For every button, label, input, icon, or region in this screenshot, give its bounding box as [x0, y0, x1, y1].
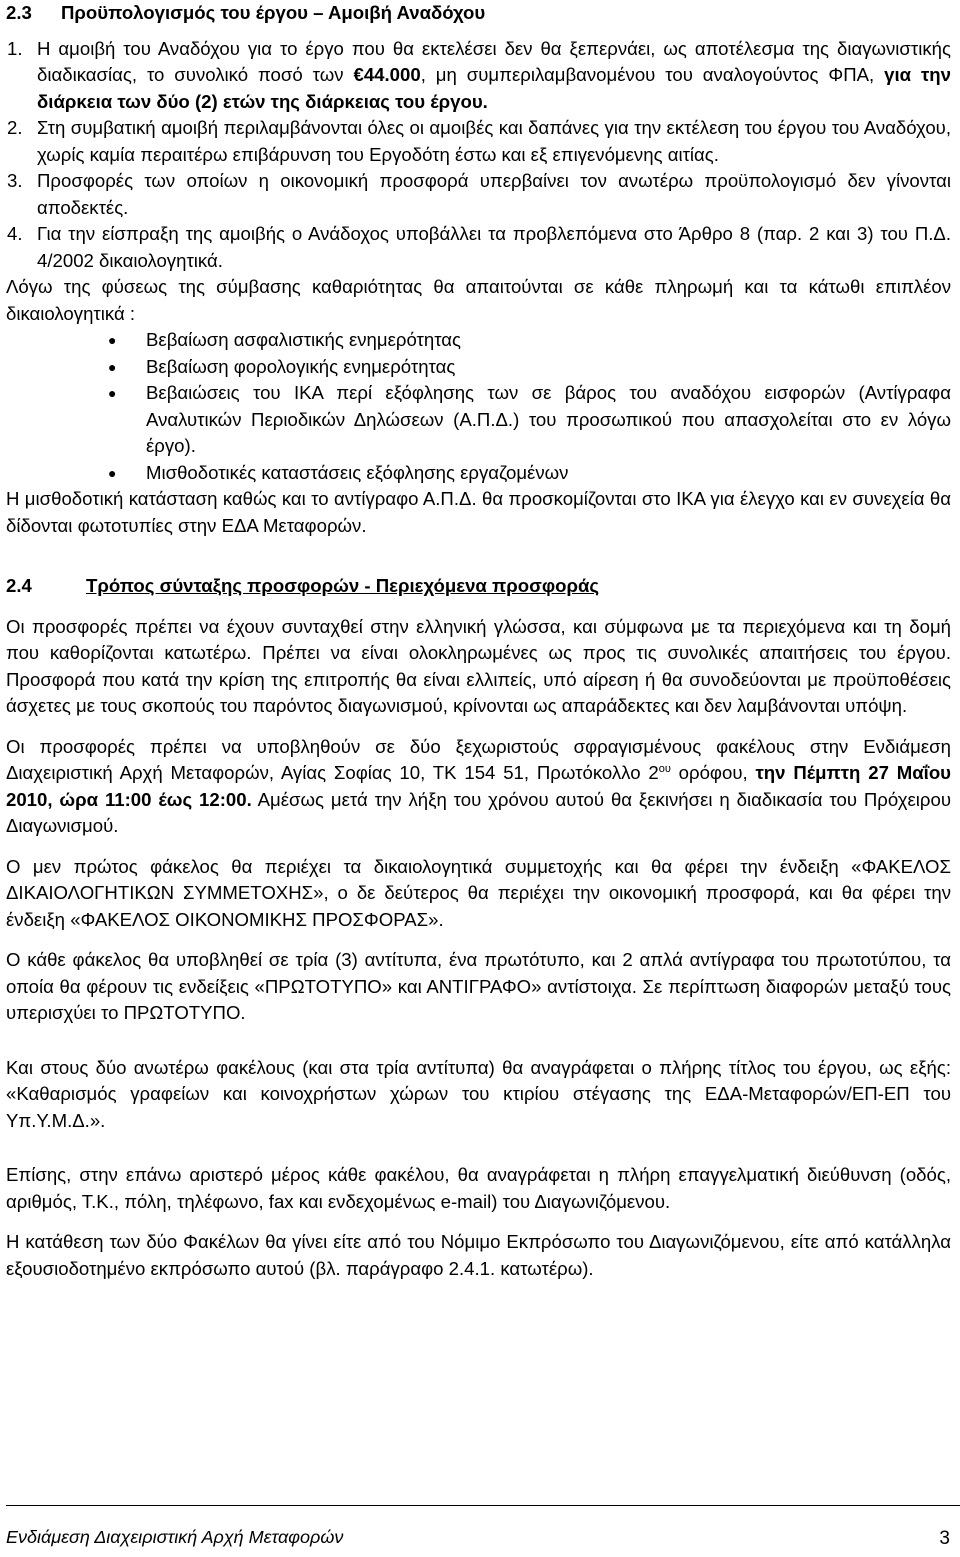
page-footer [6, 1505, 960, 1551]
bullet-list [6, 327, 951, 486]
bullet-item: ● Μισθοδοτικές καταστάσεις εξόφλησης εργαζομένων [6, 460, 951, 487]
item-text: Για την είσπραξη της αμοιβής ο Ανάδοχος υποβάλλει τα προβλεπόμενα στο Άρθρο 8 (παρ. 2 και 3) του Π.Δ. 4/2002 δικαιολογητικά. [37, 223, 951, 271]
paragraph-4: Ο κάθε φάκελος θα υποβληθεί σε τρία (3) αντίτυπα, ένα πρωτότυπο, και 2 απλά αντίγραφα του πρωτοτύπου, τα οποία θα φέρουν τις ενδείξεις «ΠΡΩΤΟΤΥΠΟ» και ΑΝΤΙΓΡΑΦΟ» αντίστοιχα. Σε περίπτωση διαφορών μεταξύ τους υπερισχύει το ΠΡΩΤΟΤΥΠΟ. [6, 949, 951, 1023]
item-number: 3. [7, 170, 23, 191]
spacer [6, 720, 951, 734]
spacer [6, 840, 951, 854]
spacer [6, 1215, 951, 1229]
bullet-icon: ● [108, 385, 117, 401]
amount: €44.000 [353, 64, 421, 85]
bullet-item: ● Βεβαίωση ασφαλιστικής ενημερότητας [6, 327, 951, 354]
section-number: 2.4 [6, 575, 32, 596]
bullet-item: ● Βεβαιώσεις του ΙΚΑ περί εξόφλησης των σε βάρος του αναδόχου εισφορών (Αντίγραφα Αναλυτικών Περιοδικών Δηλώσεων (Α.Π.Δ.) του προσωπικού που απασχολείται στο εν λόγω έργο). [6, 380, 951, 460]
list-item-2 [6, 115, 951, 168]
deadline: την Πέμπτη 27 Μαΐου 2010, ώρα 11:00 έως 12:00. [6, 762, 952, 810]
duration: για την διάρκεια των δύο (2) ετών της διάρκειας του έργου. [37, 64, 951, 112]
list-item-4 [6, 221, 951, 274]
item-number: 1. [7, 37, 23, 59]
spacer [6, 933, 951, 947]
paragraph-7: Η κατάθεση των δύο Φακέλων θα γίνει είτε από του Νόμιμο Εκπρόσωπο του Διαγωνιζόμενου, είτε από κατάλληλα εξουσιοδοτημένο εκπρόσωπο αυτού (βλ. παράγραφο 2.4.1. κατωτέρω). [6, 1231, 951, 1279]
section-heading-2-3 [6, 0, 951, 27]
footer-organization: Ενδιάμεση Διαχειριστική Αρχή Μεταφορών [6, 1527, 344, 1547]
section-heading-2-4 [6, 573, 951, 600]
paragraph-6: Επίσης, στην επάνω αριστερό μέρος κάθε φακέλου, θα αναγράφεται η πλήρη επαγγελματική διεύθυνση (οδός, αριθμός, Τ.Κ., πόλη, τηλέφωνο, fax και ενδεχομένως e-mail) του Διαγωνιζόμενου. [6, 1164, 951, 1212]
bullet-icon: ● [108, 358, 117, 375]
spacer [6, 600, 951, 614]
list-item-1 [6, 36, 951, 116]
paragraph-1: Οι προσφορές πρέπει να έχουν συνταχθεί στην ελληνική γλώσσα, και σύμφωνα με τα περιεχόμενα και τη δομή που καθορίζονται κατωτέρω. Πρέπει να είναι ολοκληρωμένες ως προς τις συνολικές απαιτήσεις του έργου. Προσφορά που κατά την κρίση της επιτροπής θα είναι ελλιπείς, υπό αίρεση ή θα συνοδεύονται με προϋποθέσεις άσχετες με τους σκοπούς του παρόντος διαγωνισμού, κρίνονται ως απαράδεκτες και δεν λαμβάνονται υπόψη. [6, 615, 951, 716]
spacer [6, 1134, 951, 1162]
section-title: Τρόπος σύνταξης προσφορών - Περιεχόμενα προσφοράς [86, 575, 600, 596]
paragraph-2: Οι προσφορές πρέπει να υποβληθούν σε δύο ξεχωριστούς σφραγισμένους φακέλους στην Ενδιάμεση Διαχειριστική Αρχή Μεταφορών, Αγίας Σοφίας 10, ΤΚ 154 51, Πρωτόκολλο $2^{o\upsilon}$ ορόφου, την Πέμπτη 27 Μαΐου 2010, ώρα 11:00 έως 12:00. Αμέσως μετά την λήξη του χρόνου αυτού θα ξεκινήσει η διαδικασία του Πρόχειρου Διαγωνισμού. [6, 735, 952, 836]
document-page [6, 0, 951, 1282]
bullet-icon: ● [108, 464, 117, 481]
bullet-icon: ● [108, 332, 117, 348]
paragraph-intro: Λόγω της φύσεως της σύμβασης καθαριότητας θα απαιτούνται σε κάθε πληρωμή και τα κάτωθι επιπλέον δικαιολογητικά : [6, 276, 951, 324]
item-text: Η αμοιβή του Αναδόχου για το έργο που θα εκτελέσει δεν θα ξεπερνάει, ως αποτέλεσμα της διαγωνιστικής διαδικασίας, το συνολικό ποσό των €44.000, μη συμπεριλαμβανομένου του αναλογούντος ΦΠΑ, για την διάρκεια των δύο (2) ετών της διάρκειας του έργου. [37, 37, 951, 112]
item-text: Προσφορές των οποίων η οικονομική προσφορά υπερβαίνει τον ανωτέρω προϋπολογισμό δεν γίνονται αποδεκτές. [37, 170, 951, 218]
paragraph-3: Ο μεν πρώτος φάκελος θα περιέχει τα δικαιολογητικά συμμετοχής και θα φέρει την ένδειξη «ΦΑΚΕΛΟΣ ΔΙΚΑΙΟΛΟΓΗΤΙΚΩΝ ΣΥΜΜΕΤΟΧΗΣ», ο δε δεύτερος θα περιέχει την οικονομική προσφορά, και θα φέρει την ένδειξη «ΦΑΚΕΛΟΣ ΟΙΚΟΝΟΜΙΚΗΣ ΠΡΟΣΦΟΡΑΣ». [6, 855, 951, 930]
superscript: ου [658, 762, 671, 775]
page-number: 3 [939, 1528, 950, 1549]
item-number: 2. [7, 117, 23, 138]
section-number: 2.3 [6, 2, 32, 23]
spacer [6, 1027, 951, 1055]
item-text: Στη συμβατική αμοιβή περιλαμβάνονται όλες οι αμοιβές και δαπάνες για την εκτέλεση του έργου του Αναδόχου, χωρίς καμία περαιτέρω επιβάρυνση του Εργοδότη έστω και εξ επιγενόμενης αιτίας. [37, 117, 951, 165]
paragraph-closing: Η μισθοδοτική κατάσταση καθώς και το αντίγραφο Α.Π.Δ. θα προσκομίζονται στο ΙΚΑ για έλεγχο και εν συνεχεία θα δίδονται φωτοτυπίες στην ΕΔΑ Μεταφορών. [6, 488, 951, 536]
list-item-3 [6, 168, 951, 221]
bullet-item: ● Βεβαίωση φορολογικής ενημερότητας [6, 354, 951, 381]
section-title: Προϋπολογισμός του έργου – Αμοιβή Αναδόχου [61, 2, 486, 23]
paragraph-5: Και στους δύο ανωτέρω φακέλους (και στα τρία αντίτυπα) θα αναγράφεται ο πλήρης τίτλος του έργου, ως εξής: «Καθαρισμός γραφείων και κοινοχρήστων χώρων του κτιρίου στέγασης της ΕΔΑ-Μεταφορών/ΕΠ-ΕΠ του Υπ.Υ.Μ.Δ.». [6, 1056, 951, 1131]
item-number: 4. [7, 223, 23, 244]
